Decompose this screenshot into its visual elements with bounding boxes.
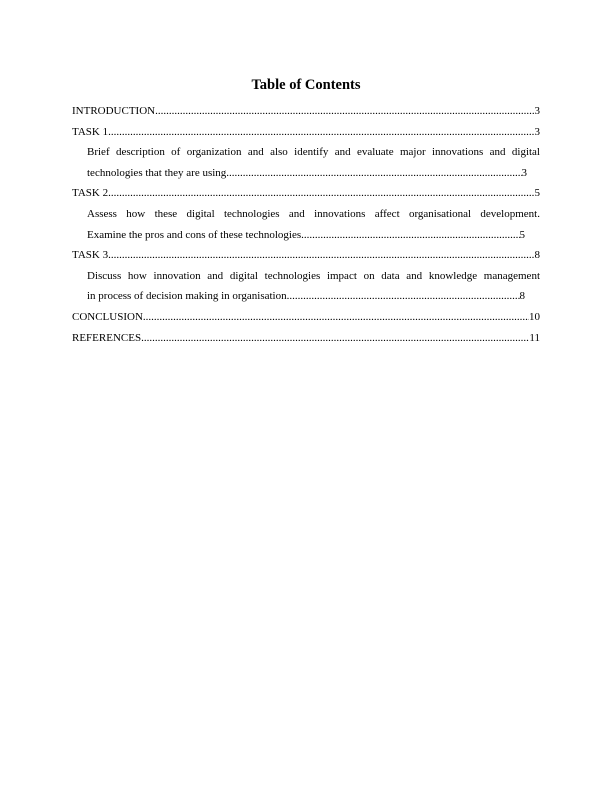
toc-row <box>87 163 527 184</box>
toc-entry-text: REFERENCES <box>72 331 142 344</box>
toc-entry-task-1-description[interactable] <box>72 142 540 183</box>
toc-row <box>72 245 540 266</box>
toc-entry-references[interactable] <box>72 328 540 349</box>
toc-leader-dots <box>108 245 534 266</box>
toc-leader-dots <box>108 122 534 143</box>
toc-entry-text: CONCLUSION <box>72 310 143 323</box>
toc-row <box>72 101 540 122</box>
toc-entry-task-3-discussion[interactable] <box>72 266 540 307</box>
toc-entry-task-3[interactable] <box>72 245 540 266</box>
toc-leader-dots <box>141 328 529 349</box>
toc-page-number: 3 <box>534 105 540 117</box>
toc-page-number: 5 <box>519 228 525 241</box>
toc-entry-task-1[interactable] <box>72 122 540 143</box>
toc-entry-text-line-2: Examine the pros and cons of these technologies <box>87 228 302 241</box>
toc-page-number: 10 <box>529 310 540 323</box>
toc-entry-introduction[interactable] <box>72 101 540 122</box>
toc-entry-text-line-2: technologies that they are using <box>87 166 227 179</box>
toc-row <box>72 328 540 349</box>
toc-row <box>87 225 525 246</box>
toc-entry-text-line-1: Assess how these digital technologies and innovations affect organisational development. <box>87 207 540 220</box>
toc-entry-text: INTRODUCTION <box>72 105 156 117</box>
toc-page-number: 3 <box>521 166 527 179</box>
toc-entry-task-2[interactable] <box>72 183 540 204</box>
toc-leader-dots <box>287 286 520 307</box>
toc-leader-dots <box>143 307 529 328</box>
toc-entry-conclusion[interactable] <box>72 307 540 328</box>
toc-page-number: 5 <box>534 187 540 200</box>
toc-row <box>72 307 540 328</box>
toc-entry-text-line-1: Brief description of organization and also identify and evaluate major innovations and digital <box>87 146 540 159</box>
toc-leader-dots <box>155 101 534 122</box>
toc-list <box>72 101 540 348</box>
toc-leader-dots <box>226 163 521 184</box>
toc-page-number: 11 <box>529 331 540 344</box>
toc-row <box>72 122 540 143</box>
toc-row <box>87 286 525 307</box>
toc-entry-text-line-1: Discuss how innovation and digital technologies impact on data and knowledge management <box>87 269 540 282</box>
toc-entry-text: TASK 1 <box>72 125 109 138</box>
toc-leader-dots <box>108 183 534 204</box>
toc-entry-text-line-2: in process of decision making in organisation <box>87 290 287 303</box>
toc-page-number: 8 <box>519 290 525 303</box>
toc-entry-task-2-assessment[interactable] <box>72 204 540 245</box>
toc-page-number: 3 <box>534 125 540 138</box>
toc-entry-text: TASK 3 <box>72 249 109 262</box>
toc-entry-text: TASK 2 <box>72 187 109 200</box>
toc-title: Table of Contents <box>251 77 361 93</box>
toc-row <box>72 183 540 204</box>
toc-leader-dots <box>301 225 519 246</box>
toc-page-number: 8 <box>534 249 540 262</box>
